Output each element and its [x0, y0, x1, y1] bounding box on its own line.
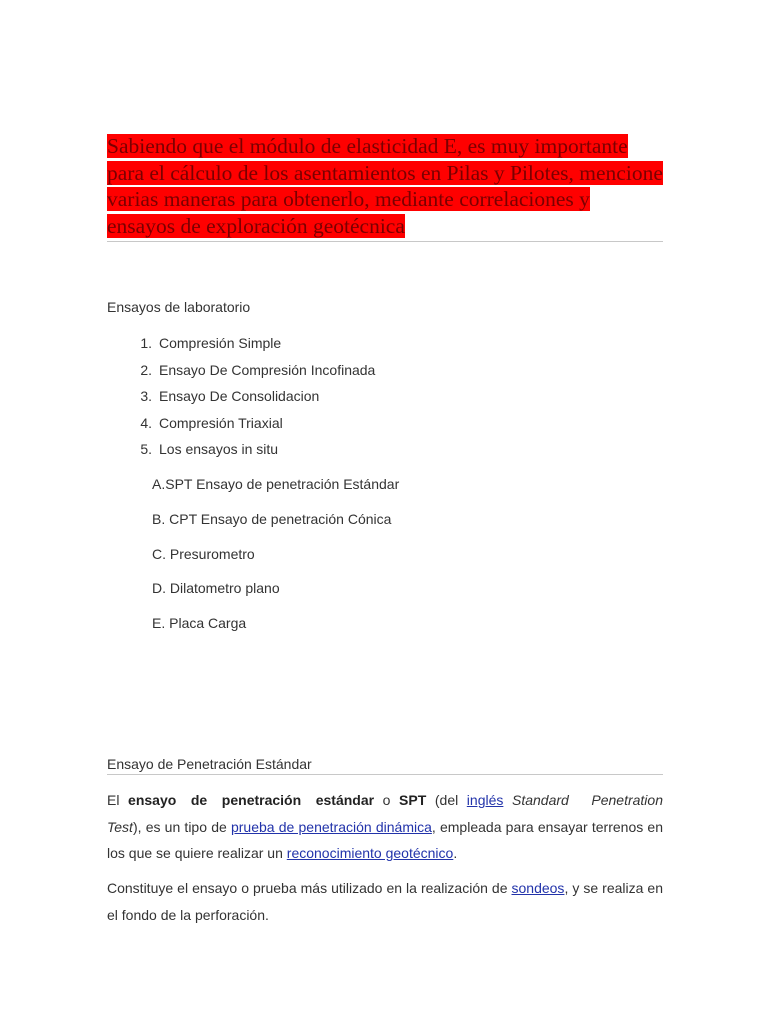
- list-number: 5.: [140, 441, 152, 457]
- text-run: , empleada para ensayar terrenos en los que se quiere realizar un: [107, 818, 663, 861]
- bold-term: ensayo de penetración estándar: [128, 792, 375, 808]
- question-heading-block: [107, 133, 663, 242]
- text-run: ), es un tipo de: [132, 818, 231, 835]
- question-heading: [107, 133, 663, 239]
- text-run: .: [453, 845, 458, 861]
- insitu-tests-list: [152, 476, 399, 650]
- list-item: [107, 388, 375, 415]
- lab-tests-label: Ensayos de laboratorio: [107, 299, 251, 315]
- spt-section-title: Ensayo de Penetración Estándar: [107, 756, 663, 775]
- list-number: 3.: [140, 388, 152, 404]
- sondeos-link[interactable]: sondeos: [511, 880, 565, 896]
- list-number: 2.: [140, 361, 152, 378]
- lab-tests-list: [107, 335, 375, 468]
- list-item: [107, 335, 375, 362]
- list-text: Compresión Simple: [159, 335, 282, 351]
- text-run: o: [374, 792, 400, 808]
- spt-paragraph-1: [107, 787, 663, 867]
- spt-paragraph-2: [107, 875, 663, 928]
- text-run: , y se realiza en el fondo de la perforación.: [107, 880, 663, 923]
- insitu-item: C. Presurometro: [152, 545, 255, 562]
- text-run: Constituye el ensayo o prueba más utilizado en la realización de: [107, 880, 512, 896]
- list-item: [107, 362, 375, 389]
- reconocimiento-geotecnico-link[interactable]: reconocimiento geotécnico: [286, 845, 454, 861]
- highlighted-heading-text: Sabiendo que el módulo de elasticidad E, es muy importante para el cálculo de los asentamientos en Pilas y Pilotes, mencione varias maneras para obtenerlo, mediante correlaciones y ensayos de exploración geotécnica: [107, 134, 663, 238]
- insitu-item: B. CPT Ensayo de penetración Cónica: [152, 510, 392, 527]
- italic-term: Standard Penetration Test: [107, 792, 663, 835]
- list-item: [107, 441, 375, 468]
- insitu-item: E. Placa Carga: [152, 615, 247, 632]
- list-text: Ensayo De Compresión Incofinada: [159, 361, 376, 378]
- prueba-penetracion-link[interactable]: prueba de penetración dinámica: [230, 818, 432, 835]
- list-item: [107, 415, 375, 442]
- insitu-item: D. Dilatometro plano: [152, 580, 280, 597]
- text-run: El: [107, 792, 129, 808]
- text-run: [503, 792, 512, 808]
- list-text: Compresión Triaxial: [159, 414, 283, 431]
- bold-term: SPT: [399, 792, 427, 808]
- list-text: Los ensayos in situ: [159, 441, 279, 457]
- ingles-link[interactable]: inglés: [466, 792, 504, 808]
- insitu-item: A.SPT Ensayo de penetración Estándar: [152, 476, 400, 492]
- list-text: Ensayo De Consolidacion: [159, 388, 320, 404]
- list-number: 1.: [140, 335, 152, 351]
- text-run: (del: [426, 792, 467, 808]
- list-number: 4.: [140, 414, 152, 431]
